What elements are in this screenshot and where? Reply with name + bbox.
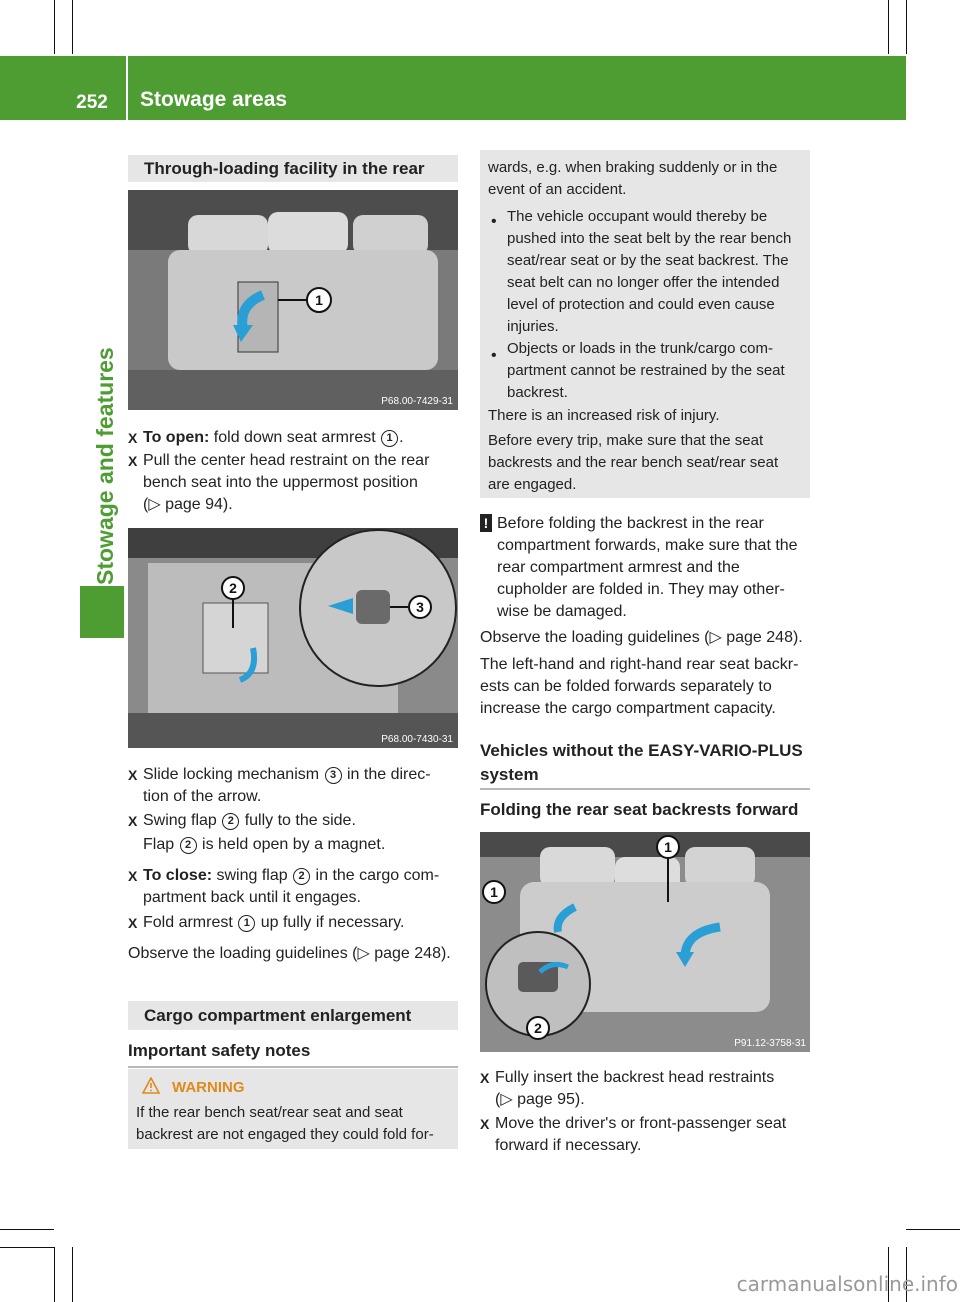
- step-move-seat: X Move the driver's or front-passenger seat forward if necessary.: [495, 1113, 813, 1157]
- heading-folding-backrests: Folding the rear seat backrests forward: [480, 800, 799, 819]
- bullet-dot: •: [491, 213, 497, 230]
- before-trip-note: Before every trip, make sure that the seat backrests and the rear bench seat/rear seat are engaged.: [488, 432, 779, 493]
- step-slide-locking: X Slide locking mechanism 3 in the direc- tion of the arrow.: [143, 764, 461, 808]
- warning-bullet-occupant: The vehicle occupant would thereby be pushed into the seat belt by the rear bench seat/rear seat or by the seat backrest. The seat belt can no longer offer the intended level of protection and could even cause injuries.: [507, 208, 792, 335]
- callout-1-icon: 1: [238, 915, 255, 932]
- step-to-close: X To close: swing flap 2 in the cargo com- partment back until it engages.: [143, 865, 461, 909]
- crop-mark: [72, 1247, 73, 1302]
- risk-statement: There is an increased risk of injury.: [488, 407, 720, 424]
- crop-mark: [54, 1247, 55, 1302]
- warning-label: WARNING: [172, 1079, 245, 1096]
- crop-mark: [888, 0, 889, 54]
- photo2-callout-2: 2: [229, 580, 237, 596]
- side-tab-marker: [80, 586, 124, 638]
- backrest-paragraph: The left-hand and right-hand rear seat backr- ests can be folded forwards separately to increase the cargo compartment capacity.: [480, 656, 799, 717]
- step-pull-head-restraint: X Pull the center head restraint on the rear bench seat into the uppermost position (▷ page 94).: [143, 450, 461, 516]
- step-fold-armrest: X Fold armrest 1 up fully if necessary.: [143, 912, 461, 934]
- step-to-open: X To open: fold down seat armrest 1 .: [143, 427, 461, 449]
- crop-mark: [72, 0, 73, 54]
- crop-mark: [54, 0, 55, 54]
- warning-continued-text: wards, e.g. when braking suddenly or in the event of an accident.: [488, 159, 778, 198]
- callout-2-icon: 2: [222, 813, 239, 830]
- photo-rear-seat-armrest: [128, 190, 458, 410]
- warning-bullet-objects: Objects or loads in the trunk/cargo com- partment cannot be restrained by the seat backrest.: [507, 340, 785, 401]
- photo1-code: P68.00-7429-31: [381, 396, 453, 407]
- callout-3-icon: 3: [325, 767, 342, 784]
- divider: [128, 1066, 458, 1068]
- watermark: carmanualsonline.info: [736, 1272, 958, 1296]
- warning-text: If the rear bench seat/rear seat and seat backrest are not engaged they could fold for-: [136, 1104, 434, 1143]
- bullet-dot: •: [491, 347, 497, 364]
- callout-2-icon: 2: [180, 837, 197, 854]
- crop-mark: [0, 1229, 54, 1230]
- header-divider: [126, 56, 128, 120]
- photo2-code: P68.00-7430-31: [381, 734, 453, 745]
- crop-mark: [906, 1229, 960, 1230]
- heading-cargo-enlargement: Cargo compartment enlargement: [128, 1001, 458, 1030]
- crop-mark: [0, 1247, 54, 1248]
- photo1-callout-1: 1: [315, 292, 323, 308]
- observe-guidelines-right: Observe the loading guidelines (▷ page 248).: [480, 629, 803, 646]
- callout-2-icon: 2: [293, 868, 310, 885]
- photo3-callout-2: 2: [534, 1020, 542, 1036]
- heading-vehicles-without-easy-vario: Vehicles without the EASY-VARIO-PLUS system: [480, 741, 803, 784]
- heading-through-loading: Through-loading facility in the rear: [128, 155, 458, 182]
- page-number: 252: [76, 92, 108, 113]
- photo-cargo-flap: [128, 528, 458, 748]
- callout-1-icon: 1: [381, 430, 398, 447]
- subheading-safety-notes: Important safety notes: [128, 1041, 311, 1060]
- section-title: Stowage areas: [140, 88, 288, 111]
- page-header-bar: [0, 56, 906, 120]
- divider: [480, 788, 810, 790]
- step-insert-head-restraints: X Fully insert the backrest head restraints (▷ page 95).: [495, 1067, 813, 1111]
- flap-magnet-note: Flap 2 is held open by a magnet.: [143, 836, 386, 853]
- photo-folding-backrests: [480, 832, 810, 1052]
- side-tab-label: Stowage and features: [92, 347, 118, 585]
- step-swing-flap: X Swing flap 2 fully to the side.: [143, 810, 461, 832]
- photo2-callout-3: 3: [416, 599, 424, 615]
- crop-mark: [906, 0, 907, 54]
- photo3-code: P91.12-3758-31: [734, 1038, 806, 1049]
- caution-note: Before folding the backrest in the rear: [497, 515, 764, 532]
- warning-triangle-icon: [142, 1077, 160, 1100]
- observe-guidelines-left: Observe the loading guidelines (▷ page 248).: [128, 945, 451, 962]
- exclamation-icon: !: [480, 514, 492, 532]
- photo3-callout-1-left: 1: [490, 884, 498, 900]
- caution-note-continued: compartment forwards, make sure that the rear compartment armrest and the cupholder are folded in. They may other- wise be damaged.: [497, 537, 798, 620]
- photo3-callout-1-top: 1: [664, 839, 672, 855]
